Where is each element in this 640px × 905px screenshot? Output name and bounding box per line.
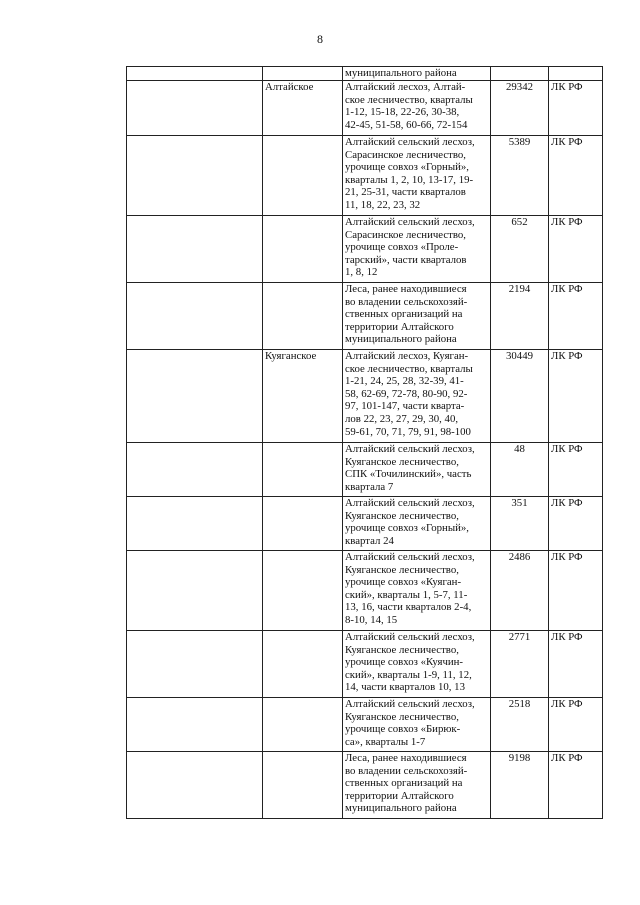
settlement-cell xyxy=(263,67,343,81)
document-cell: ЛК РФ xyxy=(549,752,603,819)
document-cell: ЛК РФ xyxy=(549,698,603,752)
document-cell: ЛК РФ xyxy=(549,443,603,497)
table-row xyxy=(127,752,603,819)
description-cell: Алтайский сельский лесхоз, Куяганское лесничество, урочище совхоз «Куяган- ский», кварталы 1, 5-7, 11- 13, 16, части кварталов 2-4, 8-10, 14, 15 xyxy=(343,551,491,631)
district-cell xyxy=(127,752,263,819)
district-cell xyxy=(127,698,263,752)
district-cell xyxy=(127,283,263,350)
district-cell xyxy=(127,443,263,497)
description-cell: муниципального района xyxy=(343,67,491,81)
document-cell: ЛК РФ xyxy=(549,631,603,698)
district-cell xyxy=(127,67,263,81)
settlement-cell: Алтайское xyxy=(263,81,343,136)
district-cell xyxy=(127,81,263,136)
table-row xyxy=(127,81,603,136)
document-cell: ЛК РФ xyxy=(549,551,603,631)
description-cell: Алтайский сельский лесхоз, Куяганское лесничество, СПК «Точилинский», часть квартала 7 xyxy=(343,443,491,497)
description-cell: Алтайский лесхоз, Куяган- ское лесничество, кварталы 1-21, 24, 25, 28, 32-39, 41- 58, 62-69, 72-78, 80-90, 92- 97, 101-147, части кварта- лов 22, 23, 27, 29, 30, 40, 59-61, 70, 71, 79, 91, 98-100 xyxy=(343,350,491,443)
table-row xyxy=(127,631,603,698)
district-cell xyxy=(127,497,263,551)
settlement-cell xyxy=(263,283,343,350)
table-row xyxy=(127,216,603,283)
area-cell xyxy=(491,67,549,81)
district-cell xyxy=(127,350,263,443)
document-cell: ЛК РФ xyxy=(549,350,603,443)
settlement-cell xyxy=(263,136,343,216)
settlement-cell xyxy=(263,551,343,631)
area-cell: 2486 xyxy=(491,551,549,631)
area-cell: 2518 xyxy=(491,698,549,752)
table-row xyxy=(127,136,603,216)
document-cell: ЛК РФ xyxy=(549,283,603,350)
area-cell: 351 xyxy=(491,497,549,551)
table-row xyxy=(127,283,603,350)
district-cell xyxy=(127,631,263,698)
document-cell: ЛК РФ xyxy=(549,136,603,216)
area-cell: 9198 xyxy=(491,752,549,819)
table-row xyxy=(127,443,603,497)
settlement-cell xyxy=(263,216,343,283)
area-cell: 29342 xyxy=(491,81,549,136)
area-cell: 5389 xyxy=(491,136,549,216)
district-cell xyxy=(127,136,263,216)
forest-table xyxy=(126,66,603,819)
table-row xyxy=(127,551,603,631)
document-cell: ЛК РФ xyxy=(549,216,603,283)
description-cell: Алтайский сельский лесхоз, Куяганское лесничество, урочище совхоз «Бирюк- са», кварталы 1-7 xyxy=(343,698,491,752)
document-cell xyxy=(549,67,603,81)
description-cell: Леса, ранее находившиеся во владении сельскохозяй- ственных организаций на территории Алтайского муниципального района xyxy=(343,752,491,819)
description-cell: Алтайский лесхоз, Алтай- ское лесничество, кварталы 1-12, 15-18, 22-26, 30-38, 42-45, 51-58, 60-66, 72-154 xyxy=(343,81,491,136)
table-row xyxy=(127,67,603,81)
settlement-cell xyxy=(263,631,343,698)
district-cell xyxy=(127,551,263,631)
description-cell: Алтайский сельский лесхоз, Сарасинское лесничество, урочище совхоз «Горный», кварталы 1, 2, 10, 13-17, 19- 21, 25-31, части кварталов 11, 18, 22, 23, 32 xyxy=(343,136,491,216)
description-cell: Алтайский сельский лесхоз, Куяганское лесничество, урочище совхоз «Куячин- ский», кварталы 1-9, 11, 12, 14, части кварталов 10, 13 xyxy=(343,631,491,698)
settlement-cell xyxy=(263,497,343,551)
settlement-cell xyxy=(263,443,343,497)
area-cell: 2771 xyxy=(491,631,549,698)
description-cell: Алтайский сельский лесхоз, Куяганское лесничество, урочище совхоз «Горный», квартал 24 xyxy=(343,497,491,551)
area-cell: 652 xyxy=(491,216,549,283)
area-cell: 2194 xyxy=(491,283,549,350)
settlement-cell: Куяганское xyxy=(263,350,343,443)
district-cell xyxy=(127,216,263,283)
settlement-cell xyxy=(263,698,343,752)
table-row xyxy=(127,497,603,551)
page-number: 8 xyxy=(317,32,323,46)
settlement-cell xyxy=(263,752,343,819)
area-cell: 30449 xyxy=(491,350,549,443)
table-row xyxy=(127,698,603,752)
document-cell: ЛК РФ xyxy=(549,497,603,551)
description-cell: Леса, ранее находившиеся во владении сельскохозяй- ственных организаций на территории Алтайского муниципального района xyxy=(343,283,491,350)
document-cell: ЛК РФ xyxy=(549,81,603,136)
table-row xyxy=(127,350,603,443)
description-cell: Алтайский сельский лесхоз, Сарасинское лесничество, урочище совхоз «Проле- тарский», части кварталов 1, 8, 12 xyxy=(343,216,491,283)
area-cell: 48 xyxy=(491,443,549,497)
